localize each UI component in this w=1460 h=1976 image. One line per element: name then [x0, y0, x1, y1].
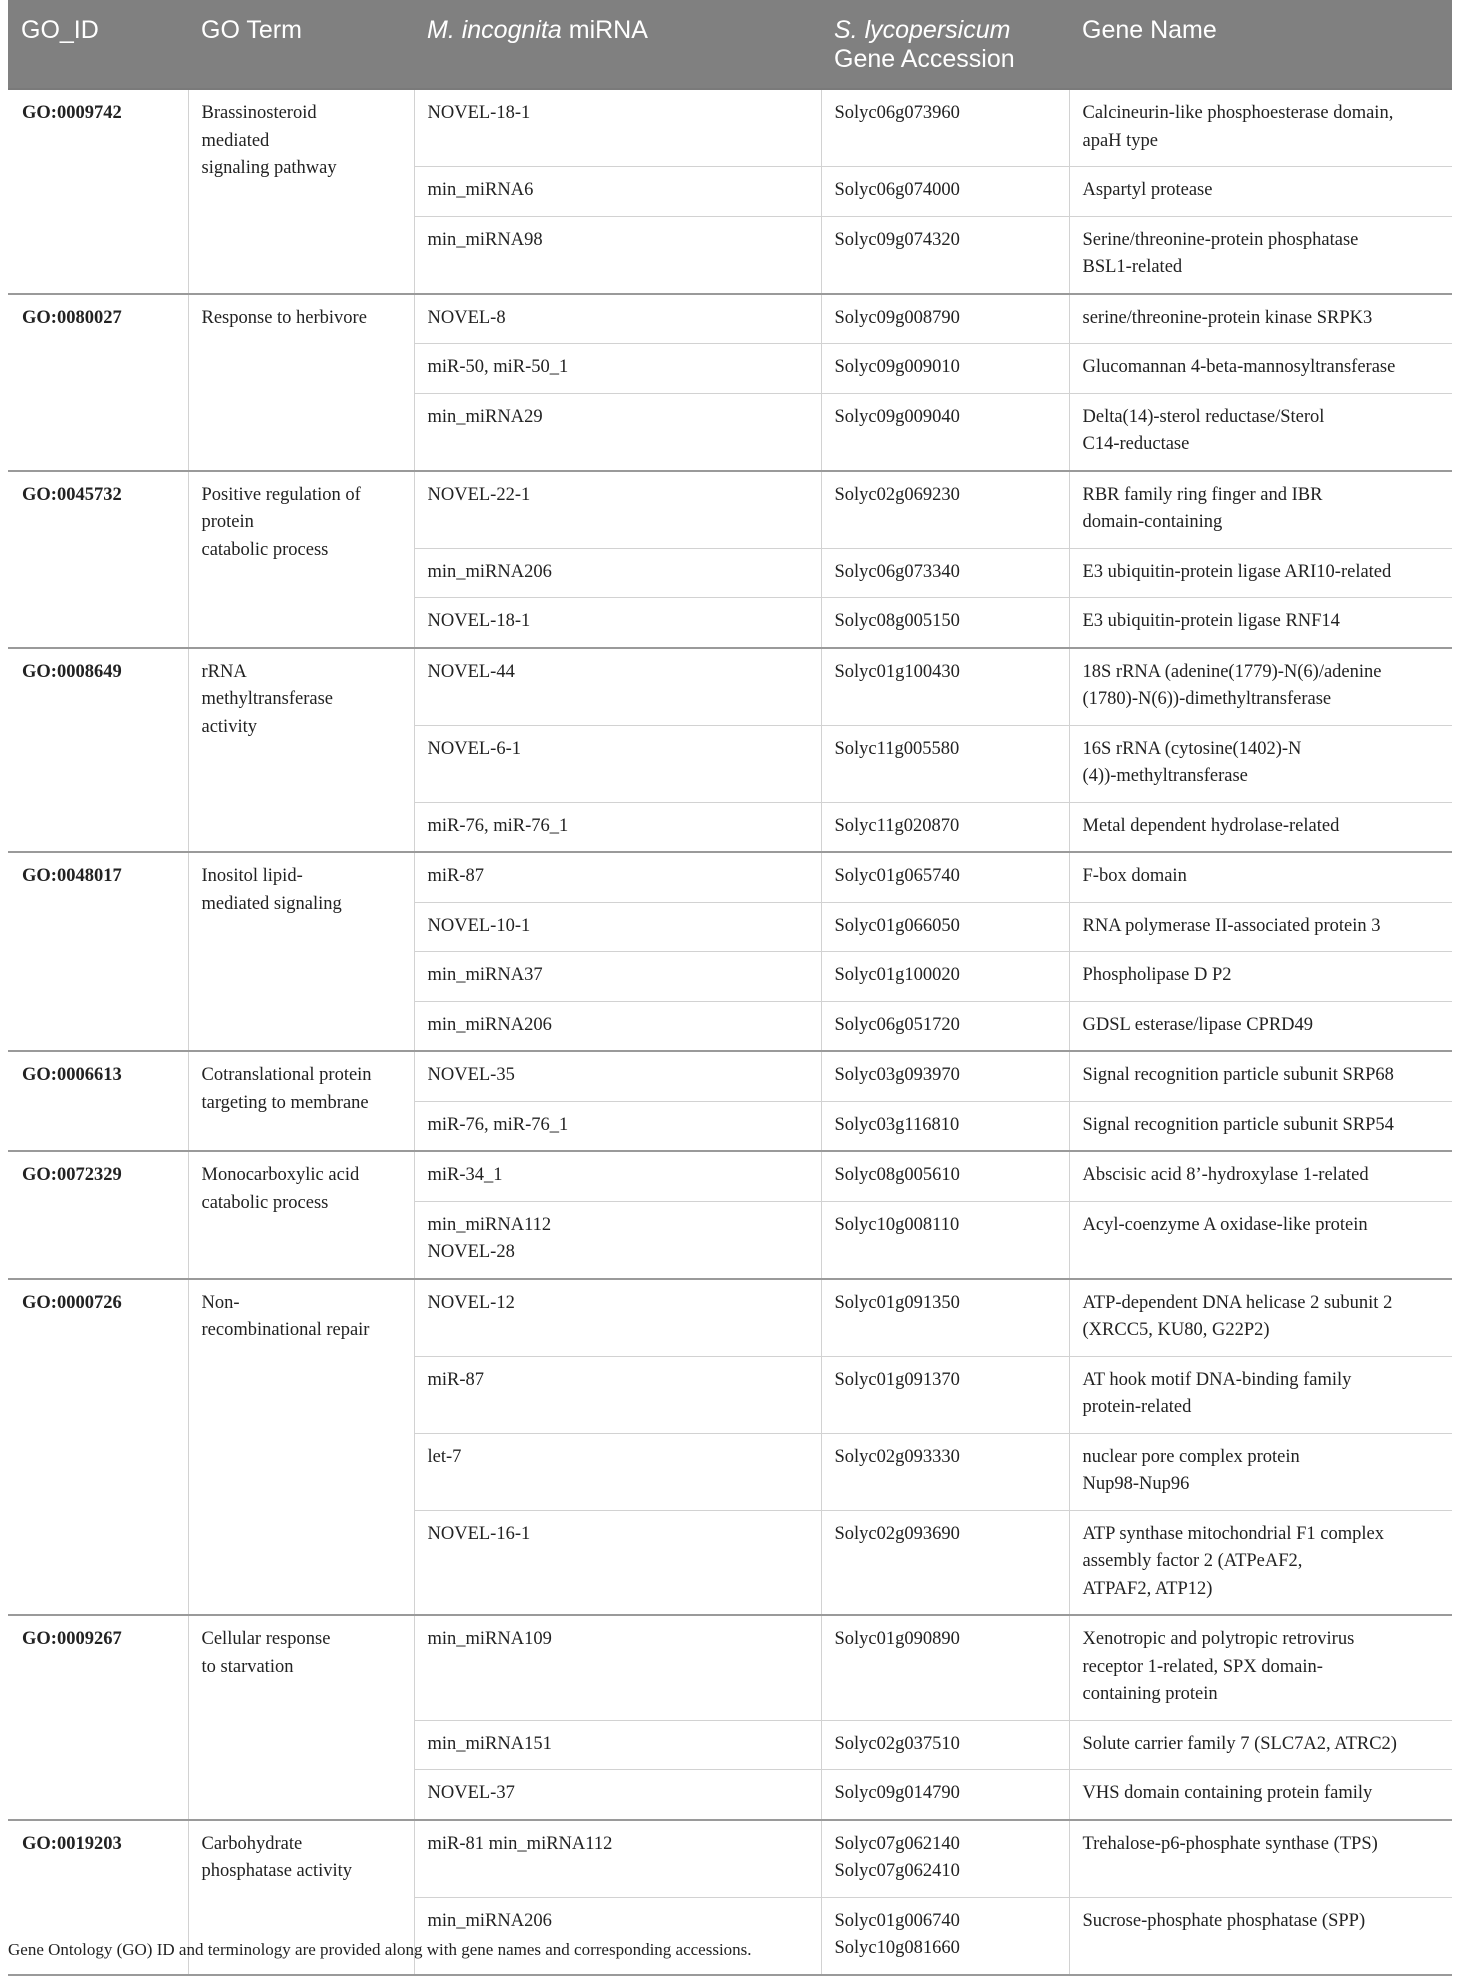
go-term-cell: [188, 852, 414, 1051]
mirna-cell: [414, 598, 821, 648]
mirna-cell-line: min_miRNA98: [427, 229, 543, 250]
go-id-cell: GO:0019203: [8, 1820, 188, 1975]
accession-cell: [821, 802, 1069, 852]
mirna-cell-line: miR-87: [427, 1369, 485, 1390]
accession-cell: [821, 548, 1069, 598]
accession-cell-line: Solyc02g037510: [834, 1733, 960, 1754]
table-row: [8, 852, 1452, 902]
go-term-cell-line: Cellular response: [201, 1629, 331, 1649]
gene-name-cell: [1069, 598, 1452, 648]
mirna-cell-line: min_miRNA206: [427, 1910, 552, 1931]
gene-name-cell-line: containing protein: [1082, 1684, 1218, 1704]
mirna-cell: [414, 216, 821, 294]
accession-cell: [821, 1770, 1069, 1820]
accession-cell: [821, 1151, 1069, 1201]
accession-cell-line: Solyc10g081660: [834, 1938, 960, 1958]
table-row: [8, 648, 1452, 726]
header-mirna-species: M. incognita: [427, 16, 562, 44]
accession-cell: [821, 216, 1069, 294]
accession-cell-line: Solyc07g062410: [834, 1861, 960, 1881]
accession-cell: [821, 1433, 1069, 1510]
gene-name-cell-line: Calcineurin-like phosphoesterase domain,: [1082, 103, 1394, 123]
accession-cell: [821, 1001, 1069, 1051]
accession-cell: [821, 852, 1069, 902]
gene-name-cell-line: C14-reductase: [1082, 434, 1190, 454]
mirna-cell-line: NOVEL-37: [427, 1783, 515, 1803]
mirna-cell-line: NOVEL-28: [427, 1242, 515, 1262]
header-accession-species: S. lycopersicum: [834, 16, 1011, 44]
mirna-cell-line: min_miRNA206: [427, 561, 552, 582]
table-row: [8, 1279, 1452, 1357]
gene-name-cell-line: ATP-dependent DNA helicase 2 subunit 2: [1082, 1292, 1393, 1313]
table-row: [8, 471, 1452, 549]
mirna-cell: [414, 89, 821, 167]
mirna-cell-line: miR-34_1: [427, 1165, 503, 1185]
gene-name-cell: [1069, 1510, 1452, 1615]
go-id-cell: GO:0045732: [8, 471, 188, 648]
gene-name-cell-line: E3 ubiquitin-protein ligase ARI10-related: [1082, 561, 1392, 582]
mirna-cell-line: NOVEL-10-1: [427, 915, 531, 936]
gene-name-cell: [1069, 648, 1452, 726]
mirna-cell: [414, 1151, 821, 1201]
gene-name-cell: [1069, 393, 1452, 471]
go-term-cell: [188, 1051, 414, 1151]
go-term-cell-line: mediated: [201, 130, 270, 151]
table-row: [8, 1051, 1452, 1101]
table-row: [8, 1615, 1452, 1720]
go-term-cell: [188, 1279, 414, 1616]
accession-cell-line: Solyc01g091370: [834, 1369, 960, 1390]
header-accession-label: Gene Accession: [834, 45, 1015, 73]
go-enrichment-table: [8, 0, 1452, 1976]
accession-cell-line: Solyc11g005580: [834, 738, 960, 759]
gene-name-cell-line: serine/threonine-protein kinase SRPK3: [1082, 307, 1373, 328]
mirna-cell: [414, 1356, 821, 1433]
accession-cell: [821, 1356, 1069, 1433]
gene-name-cell-line: Acyl-coenzyme A oxidase-like protein: [1082, 1214, 1368, 1235]
accession-cell-line: Solyc01g006740: [834, 1910, 960, 1931]
go-term-cell-line: catabolic process: [201, 539, 329, 560]
gene-name-cell-line: (1780)-N(6))-dimethyltransferase: [1082, 689, 1332, 709]
mirna-cell: [414, 1510, 821, 1615]
gene-name-cell-line: Glucomannan 4-beta-mannosyltransferase: [1082, 357, 1396, 377]
accession-cell-line: Solyc01g065740: [834, 866, 960, 886]
gene-name-cell: [1069, 1356, 1452, 1433]
accession-cell: [821, 471, 1069, 549]
gene-name-cell: [1069, 471, 1452, 549]
accession-cell-line: Solyc01g090890: [834, 1629, 960, 1649]
accession-cell: [821, 648, 1069, 726]
go-term-cell-line: catabolic process: [201, 1192, 329, 1213]
gene-name-cell-line: assembly factor 2 (ATPeAF2,: [1082, 1551, 1303, 1571]
accession-cell-line: Solyc01g066050: [834, 915, 960, 936]
mirna-cell-line: miR-76, miR-76_1: [427, 815, 569, 836]
gene-name-cell: [1069, 216, 1452, 294]
gene-name-cell-line: ATP synthase mitochondrial F1 complex: [1082, 1523, 1384, 1544]
gene-name-cell: [1069, 1897, 1452, 1975]
table-row: [8, 1820, 1452, 1898]
gene-name-cell-line: Solute carrier family 7 (SLC7A2, ATRC2): [1082, 1733, 1397, 1754]
header-go-term: GO Term: [188, 0, 414, 89]
go-term-cell-line: Monocarboxylic acid: [201, 1165, 360, 1185]
mirna-cell-line: min_miRNA206: [427, 1014, 552, 1035]
header-row: [8, 0, 1452, 89]
accession-cell: [821, 1101, 1069, 1151]
gene-name-cell-line: F-box domain: [1082, 866, 1187, 886]
gene-name-cell: [1069, 548, 1452, 598]
gene-name-cell-line: Nup98-Nup96: [1082, 1474, 1190, 1494]
go-id-cell: GO:0008649: [8, 648, 188, 853]
accession-cell-line: Solyc02g093330: [834, 1446, 960, 1467]
accession-cell: [821, 1510, 1069, 1615]
go-id-cell: GO:0009742: [8, 89, 188, 294]
gene-name-cell-line: RBR family ring finger and IBR: [1082, 484, 1323, 505]
accession-cell-line: Solyc03g093970: [834, 1065, 960, 1085]
go-term-cell-line: phosphatase activity: [201, 1861, 353, 1881]
mirna-cell: [414, 471, 821, 549]
mirna-cell-line: NOVEL-16-1: [427, 1523, 531, 1544]
gene-name-cell-line: (4))-methyltransferase: [1082, 766, 1248, 786]
header-go-id: GO_ID: [8, 0, 188, 89]
gene-name-cell-line: ATPAF2, ATP12): [1082, 1578, 1213, 1599]
go-term-cell: [188, 1615, 414, 1820]
gene-name-cell-line: GDSL esterase/lipase CPRD49: [1082, 1014, 1314, 1035]
gene-name-cell: [1069, 1151, 1452, 1201]
mirna-cell-line: NOVEL-8: [427, 307, 506, 328]
go-term-cell-line: Brassinosteroid: [201, 103, 317, 123]
header-mirna-label: miRNA: [561, 16, 648, 44]
mirna-cell: [414, 1897, 821, 1975]
go-term-cell-line: Positive regulation of: [201, 484, 361, 505]
table-row: [8, 1151, 1452, 1201]
gene-name-cell-line: E3 ubiquitin-protein ligase RNF14: [1082, 611, 1340, 631]
accession-cell: [821, 1615, 1069, 1720]
go-term-cell: [188, 89, 414, 294]
go-term-cell-line: methyltransferase: [201, 689, 333, 709]
go-term-cell: [188, 294, 414, 471]
gene-name-cell: [1069, 952, 1452, 1002]
go-term-cell-line: rRNA: [201, 661, 247, 682]
go-id-cell: GO:0080027: [8, 294, 188, 471]
go-term-cell: [188, 648, 414, 853]
mirna-cell: [414, 1615, 821, 1720]
mirna-cell: [414, 1720, 821, 1770]
gene-name-cell-line: domain-containing: [1082, 512, 1223, 532]
accession-cell: [821, 344, 1069, 394]
accession-cell-line: Solyc01g100430: [834, 661, 960, 682]
accession-cell: [821, 598, 1069, 648]
go-term-cell-line: signaling pathway: [201, 158, 337, 178]
accession-cell-line: Solyc09g074320: [834, 229, 960, 250]
accession-cell-line: Solyc08g005150: [834, 611, 960, 631]
mirna-cell: [414, 1101, 821, 1151]
accession-cell-line: Solyc01g100020: [834, 965, 960, 985]
accession-cell: [821, 167, 1069, 217]
accession-cell: [821, 1820, 1069, 1898]
mirna-cell-line: min_miRNA109: [427, 1629, 552, 1649]
mirna-cell: [414, 802, 821, 852]
mirna-cell: [414, 393, 821, 471]
mirna-cell: [414, 294, 821, 344]
mirna-cell: [414, 1051, 821, 1101]
gene-name-cell-line: nuclear pore complex protein: [1082, 1446, 1300, 1467]
go-id-cell: GO:0048017: [8, 852, 188, 1051]
mirna-cell: [414, 1770, 821, 1820]
gene-name-cell-line: Signal recognition particle subunit SRP54: [1082, 1114, 1394, 1135]
accession-cell-line: Solyc06g073960: [834, 103, 960, 123]
mirna-cell-line: miR-76, miR-76_1: [427, 1114, 569, 1135]
gene-name-cell: [1069, 344, 1452, 394]
accession-cell: [821, 1201, 1069, 1279]
header-gene-name: Gene Name: [1069, 0, 1452, 89]
gene-name-cell-line: AT hook motif DNA-binding family: [1082, 1369, 1352, 1390]
mirna-cell-line: NOVEL-35: [427, 1065, 515, 1085]
mirna-cell-line: min_miRNA29: [427, 406, 543, 427]
mirna-cell-line: NOVEL-18-1: [427, 103, 531, 123]
gene-name-cell: [1069, 1433, 1452, 1510]
accession-cell-line: Solyc11g020870: [834, 815, 960, 836]
gene-name-cell-line: VHS domain containing protein family: [1082, 1783, 1373, 1803]
mirna-cell: [414, 725, 821, 802]
mirna-cell: [414, 167, 821, 217]
mirna-cell-line: NOVEL-18-1: [427, 611, 531, 631]
accession-cell: [821, 1279, 1069, 1357]
mirna-cell: [414, 1279, 821, 1357]
go-term-cell: [188, 1151, 414, 1279]
gene-name-cell-line: apaH type: [1082, 130, 1159, 151]
mirna-cell: [414, 648, 821, 726]
mirna-cell: [414, 1201, 821, 1279]
go-term-cell-line: Inositol lipid-: [201, 866, 303, 886]
accession-cell-line: Solyc09g009010: [834, 357, 960, 377]
go-term-cell-line: protein: [201, 512, 254, 532]
go-term-cell-line: mediated signaling: [201, 893, 342, 914]
gene-name-cell: [1069, 1615, 1452, 1720]
go-id-cell: GO:0072329: [8, 1151, 188, 1279]
accession-cell-line: Solyc02g093690: [834, 1523, 960, 1544]
accession-cell-line: Solyc06g073340: [834, 561, 960, 582]
go-term-cell-line: to starvation: [201, 1656, 294, 1677]
go-term-cell-line: Response to herbivore: [201, 307, 367, 328]
gene-name-cell-line: Phospholipase D P2: [1082, 965, 1232, 985]
accession-cell-line: Solyc08g005610: [834, 1165, 960, 1185]
accession-cell-line: Solyc09g008790: [834, 307, 960, 328]
mirna-cell: [414, 1820, 821, 1898]
go-term-cell-line: Carbohydrate: [201, 1833, 303, 1854]
mirna-cell-line: miR-81 min_miRNA112: [427, 1833, 613, 1854]
table-header: [8, 0, 1452, 89]
accession-cell: [821, 89, 1069, 167]
accession-cell: [821, 393, 1069, 471]
header-accession: [821, 0, 1069, 89]
accession-cell: [821, 1051, 1069, 1101]
gene-name-cell-line: Signal recognition particle subunit SRP68: [1082, 1065, 1394, 1085]
table-body: [8, 89, 1452, 1975]
accession-cell: [821, 294, 1069, 344]
gene-name-cell: [1069, 1820, 1452, 1898]
gene-name-cell: [1069, 1201, 1452, 1279]
mirna-cell-line: min_miRNA37: [427, 965, 543, 985]
go-id-cell: GO:0009267: [8, 1615, 188, 1820]
gene-name-cell-line: 16S rRNA (cytosine(1402)-N: [1082, 738, 1302, 759]
accession-cell: [821, 1720, 1069, 1770]
mirna-cell: [414, 1001, 821, 1051]
gene-name-cell: [1069, 1051, 1452, 1101]
gene-name-cell-line: Xenotropic and polytropic retrovirus: [1082, 1629, 1355, 1649]
mirna-cell-line: miR-50, miR-50_1: [427, 357, 569, 377]
gene-name-cell-line: Metal dependent hydrolase-related: [1082, 815, 1340, 836]
mirna-cell: [414, 952, 821, 1002]
gene-name-cell: [1069, 167, 1452, 217]
mirna-cell: [414, 902, 821, 952]
gene-name-cell: [1069, 725, 1452, 802]
gene-name-cell: [1069, 1101, 1452, 1151]
accession-cell-line: Solyc10g008110: [834, 1214, 960, 1235]
mirna-cell-line: miR-87: [427, 866, 485, 886]
accession-cell: [821, 725, 1069, 802]
gene-name-cell: [1069, 294, 1452, 344]
gene-name-cell-line: Trehalose-p6-phosphate synthase (TPS): [1082, 1833, 1378, 1854]
gene-name-cell-line: protein-related: [1082, 1397, 1192, 1417]
gene-name-cell-line: receptor 1-related, SPX domain-: [1082, 1656, 1323, 1677]
mirna-cell-line: min_miRNA6: [427, 180, 534, 200]
gene-name-cell-line: BSL1-related: [1082, 257, 1183, 277]
mirna-cell-line: NOVEL-6-1: [427, 738, 522, 759]
gene-name-cell-line: Serine/threonine-protein phosphatase: [1082, 229, 1359, 250]
mirna-cell-line: min_miRNA151: [427, 1733, 552, 1754]
go-term-cell-line: Cotranslational protein: [201, 1065, 372, 1085]
accession-cell: [821, 902, 1069, 952]
table-footnote: Gene Ontology (GO) ID and terminology are provided along with gene names and corresponding accessions.: [8, 1940, 752, 1959]
go-id-cell: GO:0006613: [8, 1051, 188, 1151]
gene-name-cell: [1069, 89, 1452, 167]
gene-name-cell-line: Aspartyl protease: [1082, 180, 1213, 200]
mirna-cell: [414, 1433, 821, 1510]
mirna-cell-line: NOVEL-44: [427, 661, 515, 682]
mirna-cell: [414, 344, 821, 394]
mirna-cell-line: NOVEL-22-1: [427, 484, 531, 505]
gene-name-cell: [1069, 1001, 1452, 1051]
go-term-cell-line: activity: [201, 716, 257, 737]
gene-name-cell: [1069, 902, 1452, 952]
gene-name-cell: [1069, 802, 1452, 852]
accession-cell: [821, 1897, 1069, 1975]
accession-cell-line: Solyc06g074000: [834, 180, 960, 200]
gene-name-cell-line: Abscisic acid 8’-hydroxylase 1-related: [1082, 1165, 1369, 1185]
gene-name-cell: [1069, 852, 1452, 902]
gene-name-cell-line: 18S rRNA (adenine(1779)-N(6)/adenine: [1082, 661, 1382, 682]
mirna-cell-line: NOVEL-12: [427, 1292, 515, 1313]
accession-cell-line: Solyc07g062140: [834, 1833, 960, 1854]
mirna-cell-line: min_miRNA112: [427, 1214, 552, 1235]
mirna-cell-line: let-7: [427, 1446, 462, 1467]
accession-cell-line: Solyc03g116810: [834, 1114, 960, 1135]
accession-cell-line: Solyc02g069230: [834, 484, 960, 505]
go-term-cell-line: recombinational repair: [201, 1320, 370, 1340]
gene-name-cell-line: (XRCC5, KU80, G22P2): [1082, 1320, 1270, 1340]
accession-cell-line: Solyc06g051720: [834, 1014, 960, 1035]
header-mirna: [414, 0, 821, 89]
accession-cell-line: Solyc01g091350: [834, 1292, 960, 1313]
gene-name-cell-line: RNA polymerase II-associated protein 3: [1082, 915, 1381, 936]
gene-name-cell: [1069, 1279, 1452, 1357]
gene-name-cell-line: Sucrose-phosphate phosphatase (SPP): [1082, 1910, 1366, 1931]
table-row: [8, 89, 1452, 167]
gene-name-cell: [1069, 1720, 1452, 1770]
mirna-cell: [414, 548, 821, 598]
gene-name-cell: [1069, 1770, 1452, 1820]
go-table-container: [8, 0, 1452, 1976]
go-term-cell-line: Non-: [201, 1292, 240, 1313]
go-term-cell: [188, 471, 414, 648]
gene-name-cell-line: Delta(14)-sterol reductase/Sterol: [1082, 406, 1325, 427]
mirna-cell: [414, 852, 821, 902]
accession-cell-line: Solyc09g009040: [834, 406, 960, 427]
go-id-cell: GO:0000726: [8, 1279, 188, 1616]
accession-cell: [821, 952, 1069, 1002]
go-term-cell-line: targeting to membrane: [201, 1092, 369, 1113]
table-row: [8, 294, 1452, 344]
accession-cell-line: Solyc09g014790: [834, 1783, 960, 1803]
